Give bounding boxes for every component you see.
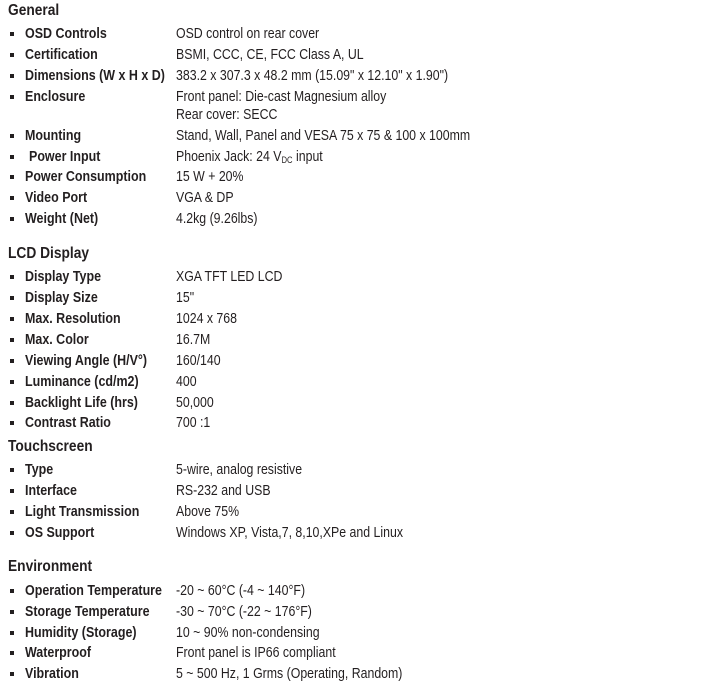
spec-label: Humidity (Storage): [25, 625, 137, 641]
spec-row-power-input: [0, 147, 706, 167]
spec-label: Mounting: [25, 128, 82, 144]
spec-row-display-size: [0, 288, 706, 308]
bullet-icon: [10, 217, 14, 221]
spec-label: OS Support: [25, 525, 95, 541]
spec-row-operation-temperature: [0, 581, 706, 601]
spec-label: Waterproof: [25, 645, 92, 661]
spec-row-humidity: [0, 623, 706, 643]
spec-label: Max. Color: [25, 332, 89, 348]
spec-row-display-type: [0, 267, 706, 287]
spec-row-max-color: [0, 330, 706, 350]
spec-row-weight: [0, 209, 706, 229]
spec-value: Front panel is IP66 compliant: [176, 645, 336, 661]
spec-value-suffix: input: [292, 149, 323, 165]
spec-label: Power Input: [29, 149, 101, 165]
spec-value-prefix: Phoenix Jack: 24 V: [176, 149, 282, 165]
spec-row-certification: [0, 45, 706, 65]
spec-value: 50,000: [176, 395, 214, 411]
bullet-icon: [10, 359, 14, 363]
spec-value: 10 ~ 90% non-condensing: [176, 625, 320, 641]
spec-row-dimensions: [0, 66, 706, 86]
spec-row-osd-controls: [0, 24, 706, 44]
spec-value: XGA TFT LED LCD: [176, 269, 283, 285]
spec-row-mounting: [0, 126, 706, 146]
spec-value: VGA & DP: [176, 190, 234, 206]
spec-label: OSD Controls: [25, 26, 107, 42]
spec-label: Type: [25, 462, 54, 478]
bullet-icon: [10, 531, 14, 535]
spec-row-type: [0, 460, 706, 480]
bullet-icon: [10, 32, 14, 36]
spec-row-viewing-angle: [0, 351, 706, 371]
spec-label: Vibration: [25, 666, 79, 682]
spec-row-interface: [0, 481, 706, 501]
spec-value: 400: [176, 374, 197, 390]
spec-row-light-transmission: [0, 502, 706, 522]
spec-value: Above 75%: [176, 504, 240, 520]
spec-value: 4.2kg (9.26lbs): [176, 211, 258, 227]
section-title-touchscreen: Touchscreen: [8, 438, 93, 455]
spec-row-max-resolution: [0, 309, 706, 329]
spec-label: Dimensions (W x H x D): [25, 68, 165, 84]
spec-value: 15": [176, 290, 195, 306]
section-title-lcd-display: LCD Display: [8, 245, 90, 262]
bullet-icon: [10, 95, 14, 99]
bullet-icon: [10, 296, 14, 300]
spec-row-waterproof: [0, 643, 706, 663]
spec-value: 5-wire, analog resistive: [176, 462, 303, 478]
spec-label: Interface: [25, 483, 77, 499]
spec-row-vibration: [0, 664, 706, 684]
spec-label: Backlight Life (hrs): [25, 395, 138, 411]
spec-value: 160/140: [176, 353, 221, 369]
section-title-general: General: [8, 2, 60, 19]
spec-value: BSMI, CCC, CE, FCC Class A, UL: [176, 47, 364, 63]
spec-value: 700 :1: [176, 415, 211, 431]
spec-label: Max. Resolution: [25, 311, 121, 327]
spec-row-enclosure: [0, 87, 706, 127]
spec-row-contrast-ratio: [0, 413, 706, 433]
bullet-icon: [10, 401, 14, 405]
bullet-icon: [10, 672, 14, 676]
spec-label: Enclosure: [25, 89, 86, 105]
spec-value: 16.7M: [176, 332, 211, 348]
bullet-icon: [10, 421, 14, 425]
spec-value-line-1: Front panel: Die-cast Magnesium alloy: [176, 89, 387, 105]
bullet-icon: [10, 468, 14, 472]
bullet-icon: [10, 317, 14, 321]
bullet-icon: [10, 631, 14, 635]
spec-label: Light Transmission: [25, 504, 140, 520]
spec-row-os-support: [0, 523, 706, 543]
spec-label: Luminance (cd/m2): [25, 374, 139, 390]
bullet-icon: [10, 175, 14, 179]
spec-value: Windows XP, Vista,7, 8,10,XPe and Linux: [176, 525, 404, 541]
spec-label: Display Size: [25, 290, 98, 306]
spec-label: Video Port: [25, 190, 88, 206]
spec-label: Contrast Ratio: [25, 415, 111, 431]
bullet-icon: [10, 338, 14, 342]
bullet-icon: [10, 380, 14, 384]
spec-row-storage-temperature: [0, 602, 706, 622]
spec-label: Certification: [25, 47, 98, 63]
spec-label: Viewing Angle (H/V°): [25, 353, 148, 369]
bullet-icon: [10, 275, 14, 279]
spec-value: -20 ~ 60°C (-4 ~ 140°F): [176, 583, 306, 599]
spec-row-power-consumption: [0, 167, 706, 187]
spec-value: Stand, Wall, Panel and VESA 75 x 75 & 100 x 100mm: [176, 128, 471, 144]
spec-value: OSD control on rear cover: [176, 26, 320, 42]
bullet-icon: [10, 651, 14, 655]
bullet-icon: [10, 196, 14, 200]
spec-value: 5 ~ 500 Hz, 1 Grms (Operating, Random): [176, 666, 403, 682]
spec-value-subscript: DC: [281, 155, 293, 165]
spec-value: -30 ~ 70°C (-22 ~ 176°F): [176, 604, 312, 620]
section-title-environment: Environment: [8, 558, 93, 575]
spec-row-video-port: [0, 188, 706, 208]
spec-label: Operation Temperature: [25, 583, 162, 599]
bullet-icon: [10, 134, 14, 138]
bullet-icon: [10, 53, 14, 57]
spec-value-line-2: Rear cover: SECC: [176, 107, 278, 123]
bullet-icon: [10, 589, 14, 593]
spec-row-luminance: [0, 372, 706, 392]
spec-value: [176, 87, 386, 125]
spec-value: 383.2 x 307.3 x 48.2 mm (15.09" x 12.10" x 1.90"): [176, 68, 449, 84]
spec-value: RS-232 and USB: [176, 483, 271, 499]
bullet-icon: [10, 510, 14, 514]
bullet-icon: [10, 610, 14, 614]
bullet-icon: [10, 489, 14, 493]
spec-value: 1024 x 768: [176, 311, 238, 327]
bullet-icon: [10, 155, 14, 159]
spec-value: [176, 147, 323, 167]
bullet-icon: [10, 74, 14, 78]
spec-label: Storage Temperature: [25, 604, 150, 620]
spec-row-backlight-life: [0, 393, 706, 413]
spec-label: Power Consumption: [25, 169, 147, 185]
spec-value: 15 W + 20%: [176, 169, 244, 185]
spec-label: Weight (Net): [25, 211, 99, 227]
spec-label: Display Type: [25, 269, 102, 285]
